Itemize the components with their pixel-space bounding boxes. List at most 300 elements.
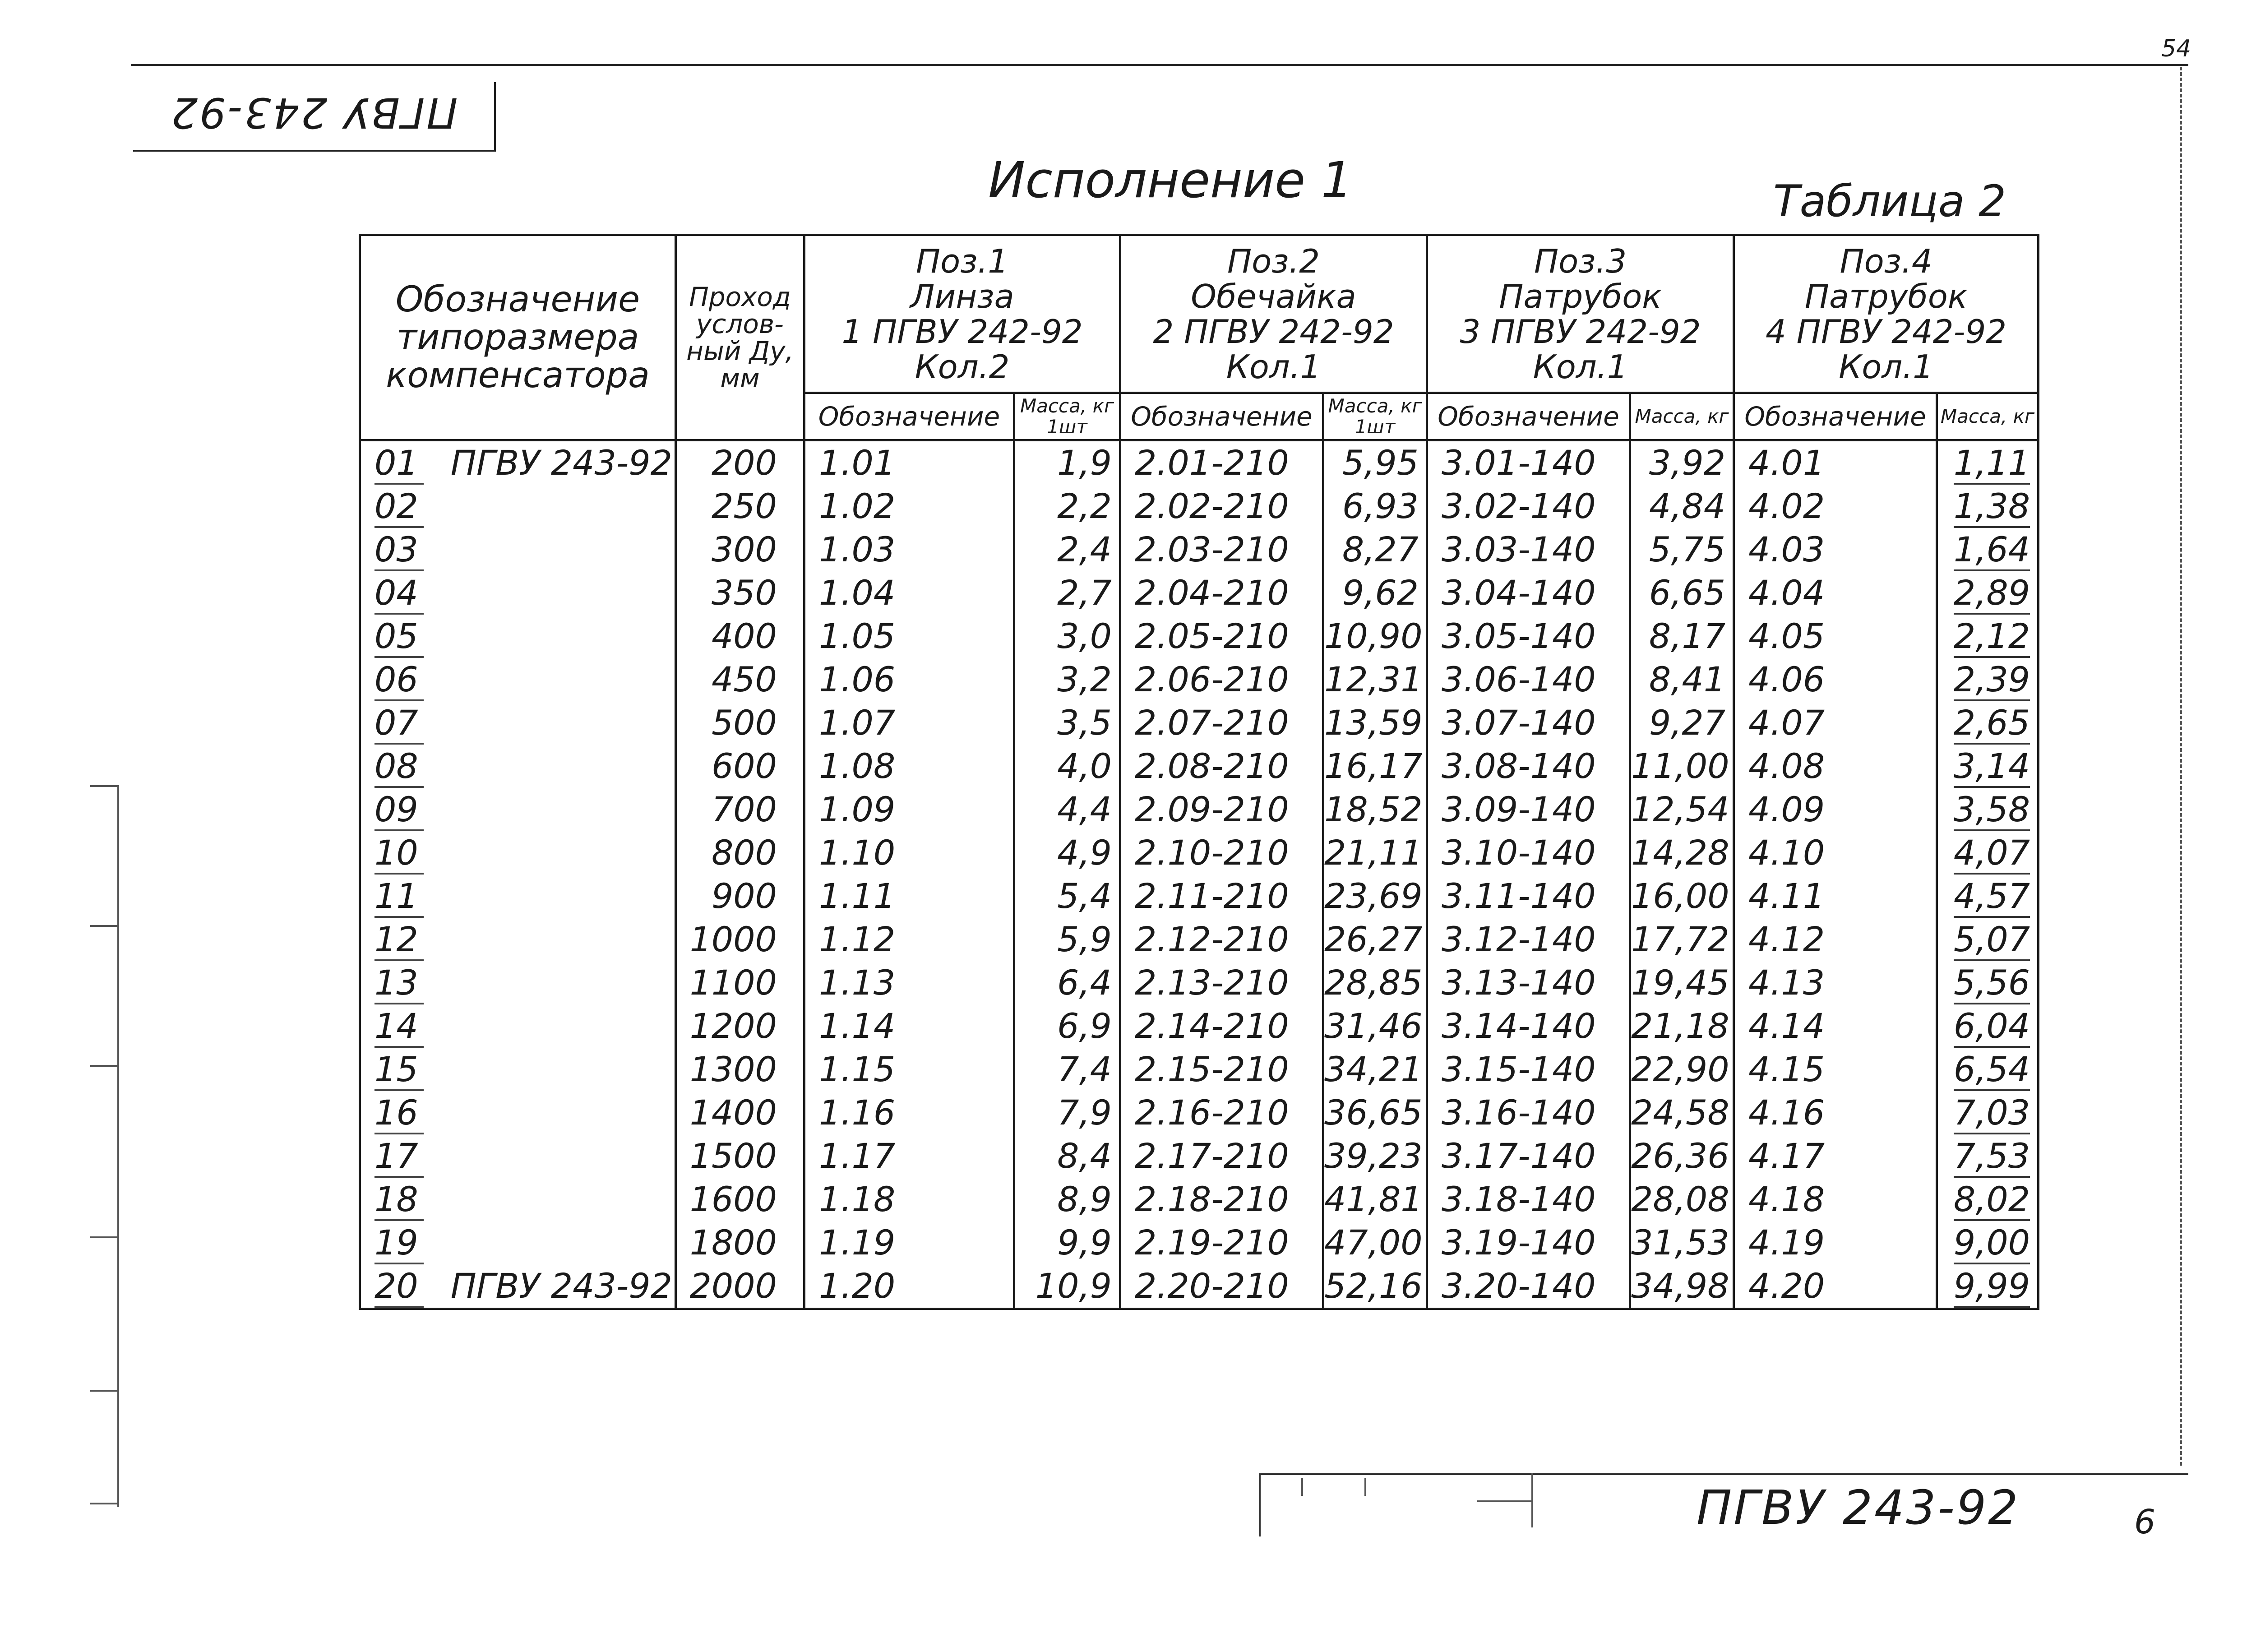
cell-pos2-designation-value: 2.07-210 <box>1135 703 1289 743</box>
cell-pos4-mass <box>1937 788 2039 831</box>
cell-pos2-designation <box>1120 961 1323 1004</box>
cell-pos2-designation-value: 2.13-210 <box>1135 963 1289 1003</box>
cell-pos1-designation <box>804 1134 1014 1178</box>
cell-pos1-designation <box>804 1048 1014 1091</box>
cell-pos2-mass <box>1323 485 1427 528</box>
cell-pos1-designation-value: 1.17 <box>819 1136 896 1176</box>
cell-pos4-mass <box>1937 1264 2039 1309</box>
cell-pos4-mass-value: 6,54 <box>1954 1049 2030 1091</box>
cell-dn-value: 1200 <box>689 1006 777 1046</box>
cell-designation <box>360 831 676 875</box>
cell-pos1-designation-value: 1.19 <box>819 1222 896 1263</box>
cell-pos1-mass <box>1014 961 1120 1004</box>
cell-pos3-designation <box>1427 875 1630 918</box>
cell-pos4-designation <box>1734 1091 1937 1134</box>
cell-pos4-designation <box>1734 1264 1937 1309</box>
cell-pos3-designation-value: 3.19-140 <box>1442 1222 1596 1263</box>
cell-designation <box>360 1264 676 1309</box>
cell-pos3-designation <box>1427 1178 1630 1221</box>
cell-pos2-designation-value: 2.19-210 <box>1135 1222 1289 1263</box>
cell-pos1-designation <box>804 1221 1014 1264</box>
cell-pos2-designation <box>1120 571 1323 615</box>
cell-pos1-designation <box>804 1264 1014 1309</box>
cell-pos2-designation <box>1120 485 1323 528</box>
cell-pos4-mass-value: 5,56 <box>1954 963 2030 1004</box>
cell-pos1-mass <box>1014 1221 1120 1264</box>
cell-pos4-designation-value: 4.19 <box>1748 1222 1825 1263</box>
cell-pos4-mass-value: 2,39 <box>1954 659 2030 701</box>
cell-pos3-mass-value: 31,53 <box>1631 1222 1729 1263</box>
cell-pos2-mass-value: 12,31 <box>1324 659 1423 699</box>
header-pos3 <box>1427 235 1734 393</box>
cell-pos3-designation <box>1427 1264 1630 1309</box>
cell-pos4-mass <box>1937 918 2039 961</box>
cell-pos3-mass-value: 11,00 <box>1631 746 1729 786</box>
row-code: 02 <box>374 486 424 528</box>
pos2-doc: 2 ПГВУ 242-92 <box>1153 312 1394 351</box>
row-code: 08 <box>374 746 424 788</box>
cell-pos1-mass <box>1014 1004 1120 1048</box>
cell-pos2-mass <box>1323 658 1427 701</box>
cell-pos1-designation <box>804 788 1014 831</box>
cell-pos1-mass-value: 1,9 <box>1057 443 1112 483</box>
cell-pos2-designation-value: 2.15-210 <box>1135 1049 1289 1089</box>
cell-pos2-designation-value: 2.06-210 <box>1135 659 1289 699</box>
cell-dn-value: 1500 <box>689 1136 777 1176</box>
row-code: 12 <box>374 919 424 961</box>
table-row <box>360 440 2039 485</box>
cell-pos4-designation <box>1734 1004 1937 1048</box>
pos1-doc: 1 ПГВУ 242-92 <box>841 312 1083 351</box>
cell-pos4-designation-value: 4.07 <box>1748 703 1825 743</box>
cell-pos1-designation <box>804 701 1014 745</box>
cell-pos4-designation <box>1734 961 1937 1004</box>
cell-dn <box>676 1091 804 1134</box>
cell-pos2-designation-value: 2.10-210 <box>1135 833 1289 873</box>
cell-pos4-designation-value: 4.05 <box>1748 616 1825 656</box>
cell-pos4-mass-value: 6,04 <box>1954 1006 2030 1048</box>
row-code: 20 <box>374 1266 424 1308</box>
cell-pos3-designation <box>1427 1004 1630 1048</box>
cell-pos4-designation-value: 4.04 <box>1748 573 1825 613</box>
cell-designation <box>360 528 676 571</box>
cell-pos2-mass-value: 8,27 <box>1342 529 1419 569</box>
cell-pos4-designation-value: 4.08 <box>1748 746 1825 786</box>
cell-pos2-mass <box>1323 1004 1427 1048</box>
cell-pos1-mass <box>1014 615 1120 658</box>
cell-pos2-designation <box>1120 875 1323 918</box>
cell-pos1-designation-value: 1.07 <box>819 703 896 743</box>
cell-pos2-designation-value: 2.17-210 <box>1135 1136 1289 1176</box>
cell-pos2-designation-value: 2.05-210 <box>1135 616 1289 656</box>
cell-pos2-mass <box>1323 788 1427 831</box>
cell-pos2-mass-value: 16,17 <box>1324 746 1423 786</box>
cell-dn <box>676 961 804 1004</box>
cell-pos1-designation <box>804 831 1014 875</box>
cell-pos4-mass <box>1937 528 2039 571</box>
table-row <box>360 485 2039 528</box>
cell-pos3-designation-value: 3.17-140 <box>1442 1136 1596 1176</box>
cell-pos3-designation-value: 3.18-140 <box>1442 1179 1596 1219</box>
cell-pos1-mass <box>1014 440 1120 485</box>
cell-pos1-mass <box>1014 875 1120 918</box>
cell-pos2-mass-value: 31,46 <box>1324 1006 1423 1046</box>
cell-dn-value: 800 <box>711 833 777 873</box>
cell-pos2-mass-value: 26,27 <box>1324 919 1423 959</box>
cell-pos2-mass <box>1323 701 1427 745</box>
cell-pos4-designation <box>1734 658 1937 701</box>
sub-header-mass-4: Масса, кг <box>1937 393 2039 440</box>
cell-pos2-mass <box>1323 875 1427 918</box>
cell-pos2-designation-value: 2.09-210 <box>1135 789 1289 829</box>
cell-pos4-mass <box>1937 615 2039 658</box>
cell-dn <box>676 615 804 658</box>
cell-pos2-designation <box>1120 1221 1323 1264</box>
cell-pos3-mass-value: 8,41 <box>1649 659 1726 699</box>
cell-pos4-mass-value: 3,14 <box>1954 746 2030 788</box>
cell-pos1-mass-value: 6,9 <box>1057 1006 1112 1046</box>
cell-pos1-designation-value: 1.02 <box>819 486 896 526</box>
pos1-qty: Кол.2 <box>915 347 1010 386</box>
table-row <box>360 571 2039 615</box>
cell-pos2-mass-value: 36,65 <box>1324 1092 1423 1133</box>
row-code: 14 <box>374 1006 424 1048</box>
approval-stamp-block <box>1259 1473 1549 1536</box>
cell-pos2-mass-value: 34,21 <box>1324 1049 1423 1089</box>
cell-pos3-mass <box>1630 485 1734 528</box>
table-row <box>360 1221 2039 1264</box>
cell-pos2-mass-value: 13,59 <box>1324 703 1423 743</box>
page-number: 6 <box>2134 1503 2156 1541</box>
cell-pos1-mass <box>1014 1178 1120 1221</box>
header-row-main <box>360 235 2039 393</box>
cell-pos3-mass <box>1630 440 1734 485</box>
cell-pos1-mass <box>1014 1091 1120 1134</box>
cell-pos3-mass-value: 5,75 <box>1649 529 1726 569</box>
row-code: 11 <box>374 876 424 918</box>
table-body <box>360 440 2039 1309</box>
cell-pos4-mass <box>1937 658 2039 701</box>
cell-pos4-designation-value: 4.11 <box>1748 876 1825 916</box>
table-row <box>360 658 2039 701</box>
cell-pos3-mass <box>1630 658 1734 701</box>
cell-pos2-mass-value: 39,23 <box>1324 1136 1423 1176</box>
header-pos1 <box>804 235 1120 393</box>
cell-pos4-mass <box>1937 961 2039 1004</box>
cell-dn <box>676 440 804 485</box>
cell-pos3-mass-value: 3,92 <box>1649 443 1726 483</box>
cell-pos2-mass-value: 9,62 <box>1342 573 1419 613</box>
cell-pos4-designation-value: 4.01 <box>1748 443 1825 483</box>
cell-pos4-designation-value: 4.15 <box>1748 1049 1825 1089</box>
cell-pos3-designation-value: 3.03-140 <box>1442 529 1596 569</box>
pos2-qty: Кол.1 <box>1226 347 1321 386</box>
cell-pos3-mass-value: 19,45 <box>1631 963 1729 1003</box>
cell-pos3-mass-value: 9,27 <box>1649 703 1726 743</box>
document-title: Исполнение 1 <box>988 151 1353 209</box>
cell-designation <box>360 1221 676 1264</box>
cell-pos3-mass <box>1630 1048 1734 1091</box>
cell-dn <box>676 831 804 875</box>
cell-pos4-mass <box>1937 745 2039 788</box>
cell-pos4-mass <box>1937 1004 2039 1048</box>
cell-pos2-mass <box>1323 615 1427 658</box>
cell-pos1-mass <box>1014 831 1120 875</box>
cell-pos2-mass <box>1323 831 1427 875</box>
cell-pos3-designation <box>1427 701 1630 745</box>
cell-pos1-mass <box>1014 788 1120 831</box>
cell-pos1-mass <box>1014 1134 1120 1178</box>
cell-pos3-mass-value: 26,36 <box>1631 1136 1729 1176</box>
cell-pos1-mass <box>1014 918 1120 961</box>
cell-pos2-designation-value: 2.12-210 <box>1135 919 1289 959</box>
row-code: 05 <box>374 616 424 658</box>
table-row <box>360 1004 2039 1048</box>
cell-designation <box>360 1178 676 1221</box>
cell-dn-value: 900 <box>711 876 777 916</box>
cell-pos1-designation-value: 1.10 <box>819 833 896 873</box>
cell-pos4-mass-value: 7,53 <box>1954 1136 2030 1178</box>
cell-pos4-designation-value: 4.18 <box>1748 1179 1825 1219</box>
cell-dn-value: 600 <box>711 746 777 786</box>
cell-pos3-mass-value: 16,00 <box>1631 876 1729 916</box>
cell-pos3-mass <box>1630 571 1734 615</box>
cell-dn-value: 200 <box>711 443 777 483</box>
cell-designation <box>360 571 676 615</box>
cell-pos1-mass-value: 2,2 <box>1057 486 1112 526</box>
cell-pos1-mass <box>1014 571 1120 615</box>
cell-pos1-designation-value: 1.08 <box>819 746 896 786</box>
cell-pos2-mass <box>1323 1221 1427 1264</box>
cell-pos3-designation-value: 3.07-140 <box>1442 703 1596 743</box>
cell-designation <box>360 701 676 745</box>
cell-pos4-mass-value: 3,58 <box>1954 789 2030 831</box>
pos3-qty: Кол.1 <box>1533 347 1628 386</box>
cell-dn <box>676 918 804 961</box>
cell-pos3-mass <box>1630 788 1734 831</box>
cell-dn <box>676 1178 804 1221</box>
cell-pos2-designation <box>1120 788 1323 831</box>
cell-pos3-designation <box>1427 571 1630 615</box>
cell-pos2-designation-value: 2.03-210 <box>1135 529 1289 569</box>
pos1-title: Поз.1 <box>915 242 1009 280</box>
cell-dn-value: 1100 <box>689 963 777 1003</box>
cell-pos2-mass <box>1323 571 1427 615</box>
cell-pos1-designation-value: 1.18 <box>819 1179 896 1219</box>
cell-pos3-mass-value: 22,90 <box>1631 1049 1729 1089</box>
cell-pos4-designation-value: 4.14 <box>1748 1006 1825 1046</box>
cell-pos3-mass-value: 4,84 <box>1649 486 1726 526</box>
cell-pos1-designation <box>804 918 1014 961</box>
cell-pos4-designation-value: 4.16 <box>1748 1092 1825 1133</box>
table-row <box>360 745 2039 788</box>
cell-pos2-designation <box>1120 745 1323 788</box>
cell-pos2-mass <box>1323 745 1427 788</box>
cell-pos4-mass-value: 1,64 <box>1954 529 2030 571</box>
cell-pos1-mass-value: 6,4 <box>1057 963 1112 1003</box>
cell-dn-value: 700 <box>711 789 777 829</box>
cell-designation <box>360 440 676 485</box>
cell-pos3-designation <box>1427 1048 1630 1091</box>
row-code-suffix: ПГВУ 243-92 <box>450 1266 673 1306</box>
cell-pos2-designation <box>1120 440 1323 485</box>
sub-header-designation-4: Обозначение <box>1734 393 1937 440</box>
cell-pos3-designation-value: 3.01-140 <box>1442 443 1596 483</box>
cell-pos1-mass-value: 3,0 <box>1057 616 1112 656</box>
cell-pos4-mass-value: 2,65 <box>1954 703 2030 745</box>
cell-designation <box>360 615 676 658</box>
pos4-title: Поз.4 <box>1840 242 1932 280</box>
cell-pos4-designation <box>1734 788 1937 831</box>
pos2-name: Обечайка <box>1191 277 1356 315</box>
cell-pos1-designation-value: 1.04 <box>819 573 896 613</box>
cell-dn <box>676 1004 804 1048</box>
cell-pos1-designation-value: 1.05 <box>819 616 896 656</box>
cell-pos2-designation <box>1120 658 1323 701</box>
table-row <box>360 615 2039 658</box>
cell-dn-value: 1400 <box>689 1092 777 1133</box>
cell-designation <box>360 745 676 788</box>
cell-pos2-mass-value: 10,90 <box>1324 616 1423 656</box>
cell-dn-value: 450 <box>711 659 777 699</box>
cell-dn-value: 400 <box>711 616 777 656</box>
cell-pos4-designation <box>1734 745 1937 788</box>
cell-pos4-mass-value: 2,12 <box>1954 616 2030 658</box>
table-row <box>360 1091 2039 1134</box>
cell-pos4-mass-value: 1,11 <box>1954 443 2030 485</box>
cell-pos4-mass <box>1937 1221 2039 1264</box>
cell-pos4-mass <box>1937 701 2039 745</box>
cell-pos1-mass-value: 5,9 <box>1057 919 1112 959</box>
cell-pos2-designation <box>1120 918 1323 961</box>
pos1-name: Линза <box>910 277 1014 315</box>
pos4-qty: Кол.1 <box>1839 347 1933 386</box>
cell-pos4-mass-value: 4,07 <box>1954 833 2030 875</box>
cell-pos4-mass-value: 9,99 <box>1954 1266 2030 1308</box>
header-pos2 <box>1120 235 1427 393</box>
cell-pos1-designation <box>804 485 1014 528</box>
cell-pos4-mass-value: 7,03 <box>1954 1092 2030 1134</box>
cell-pos4-designation-value: 4.03 <box>1748 529 1825 569</box>
cell-dn <box>676 788 804 831</box>
row-code: 09 <box>374 789 424 831</box>
cell-pos3-designation <box>1427 1091 1630 1134</box>
cell-dn <box>676 571 804 615</box>
cell-pos4-mass-value: 2,89 <box>1954 573 2030 615</box>
cell-pos2-designation <box>1120 1091 1323 1134</box>
header-dn: Проход услов-ный Ду, мм <box>676 235 804 440</box>
cell-pos1-designation-value: 1.14 <box>819 1006 896 1046</box>
frame-right-line <box>2180 67 2182 1466</box>
corner-stamp-text: ПГВУ 243-92 <box>169 88 458 137</box>
cell-pos2-designation <box>1120 831 1323 875</box>
cell-dn-value: 350 <box>711 573 777 613</box>
sub-header-mass-2: Масса, кг 1шт <box>1323 393 1427 440</box>
cell-pos2-designation <box>1120 1134 1323 1178</box>
cell-pos3-designation <box>1427 918 1630 961</box>
cell-pos3-mass-value: 12,54 <box>1631 789 1729 829</box>
cell-pos3-designation-value: 3.10-140 <box>1442 833 1596 873</box>
cell-pos2-mass-value: 21,11 <box>1324 833 1423 873</box>
cell-designation <box>360 788 676 831</box>
cell-pos1-designation-value: 1.16 <box>819 1092 896 1133</box>
cell-pos1-mass-value: 3,5 <box>1057 703 1112 743</box>
cell-pos1-mass <box>1014 745 1120 788</box>
cell-pos1-mass-value: 2,4 <box>1057 529 1112 569</box>
cell-pos1-designation <box>804 571 1014 615</box>
cell-pos4-designation-value: 4.20 <box>1748 1266 1825 1306</box>
cell-pos4-designation-value: 4.17 <box>1748 1136 1825 1176</box>
cell-pos1-designation-value: 1.12 <box>819 919 896 959</box>
cell-pos3-designation <box>1427 440 1630 485</box>
pos4-name: Патрубок <box>1804 277 1968 315</box>
cell-designation <box>360 658 676 701</box>
cell-pos3-mass <box>1630 1221 1734 1264</box>
cell-pos1-mass <box>1014 528 1120 571</box>
cell-dn-value: 1800 <box>689 1222 777 1263</box>
cell-dn-value: 250 <box>711 486 777 526</box>
cell-pos2-designation <box>1120 528 1323 571</box>
cell-pos4-mass-value: 9,00 <box>1954 1222 2030 1264</box>
cell-pos2-designation <box>1120 1048 1323 1091</box>
cell-pos3-designation <box>1427 1221 1630 1264</box>
cell-dn-value: 1300 <box>689 1049 777 1089</box>
cell-pos2-mass <box>1323 1091 1427 1134</box>
cell-pos3-designation <box>1427 1134 1630 1178</box>
cell-pos1-designation <box>804 440 1014 485</box>
cell-pos3-mass <box>1630 831 1734 875</box>
cell-pos3-mass-value: 14,28 <box>1631 833 1729 873</box>
cell-pos1-designation <box>804 528 1014 571</box>
cell-designation <box>360 961 676 1004</box>
cell-pos2-mass <box>1323 918 1427 961</box>
pos3-name: Патрубок <box>1499 277 1662 315</box>
header-designation: Обозначение типоразмера компенсатора <box>360 235 676 440</box>
frame-top-line <box>131 64 2188 66</box>
cell-dn <box>676 528 804 571</box>
cell-pos1-mass-value: 7,9 <box>1057 1092 1112 1133</box>
cell-pos1-mass <box>1014 1264 1120 1309</box>
cell-pos3-designation <box>1427 745 1630 788</box>
pos2-title: Поз.2 <box>1227 242 1320 280</box>
row-code-suffix: ПГВУ 243-92 <box>450 443 673 483</box>
cell-pos3-designation <box>1427 615 1630 658</box>
cell-dn-value: 500 <box>711 703 777 743</box>
cell-pos1-mass-value: 4,0 <box>1057 746 1112 786</box>
cell-pos2-mass-value: 41,81 <box>1324 1179 1423 1219</box>
cell-pos3-designation-value: 3.04-140 <box>1442 573 1596 613</box>
cell-pos3-mass-value: 28,08 <box>1631 1179 1729 1219</box>
cell-pos2-designation <box>1120 615 1323 658</box>
cell-pos3-designation <box>1427 658 1630 701</box>
cell-pos3-mass <box>1630 1091 1734 1134</box>
cell-pos3-mass <box>1630 875 1734 918</box>
footer-document-code: ПГВУ 243-92 <box>1697 1480 2020 1535</box>
cell-pos1-mass-value: 5,4 <box>1057 876 1112 916</box>
cell-dn <box>676 485 804 528</box>
cell-pos1-mass-value: 3,2 <box>1057 659 1112 699</box>
cell-pos4-mass <box>1937 485 2039 528</box>
table-row <box>360 701 2039 745</box>
cell-pos1-designation <box>804 1004 1014 1048</box>
cell-pos2-designation-value: 2.14-210 <box>1135 1006 1289 1046</box>
cell-pos4-designation-value: 4.09 <box>1748 789 1825 829</box>
cell-pos4-designation <box>1734 615 1937 658</box>
cell-pos3-designation <box>1427 528 1630 571</box>
cell-pos3-designation-value: 3.12-140 <box>1442 919 1596 959</box>
specification-table <box>359 234 2039 1310</box>
page-top-number: 54 <box>2161 35 2191 62</box>
